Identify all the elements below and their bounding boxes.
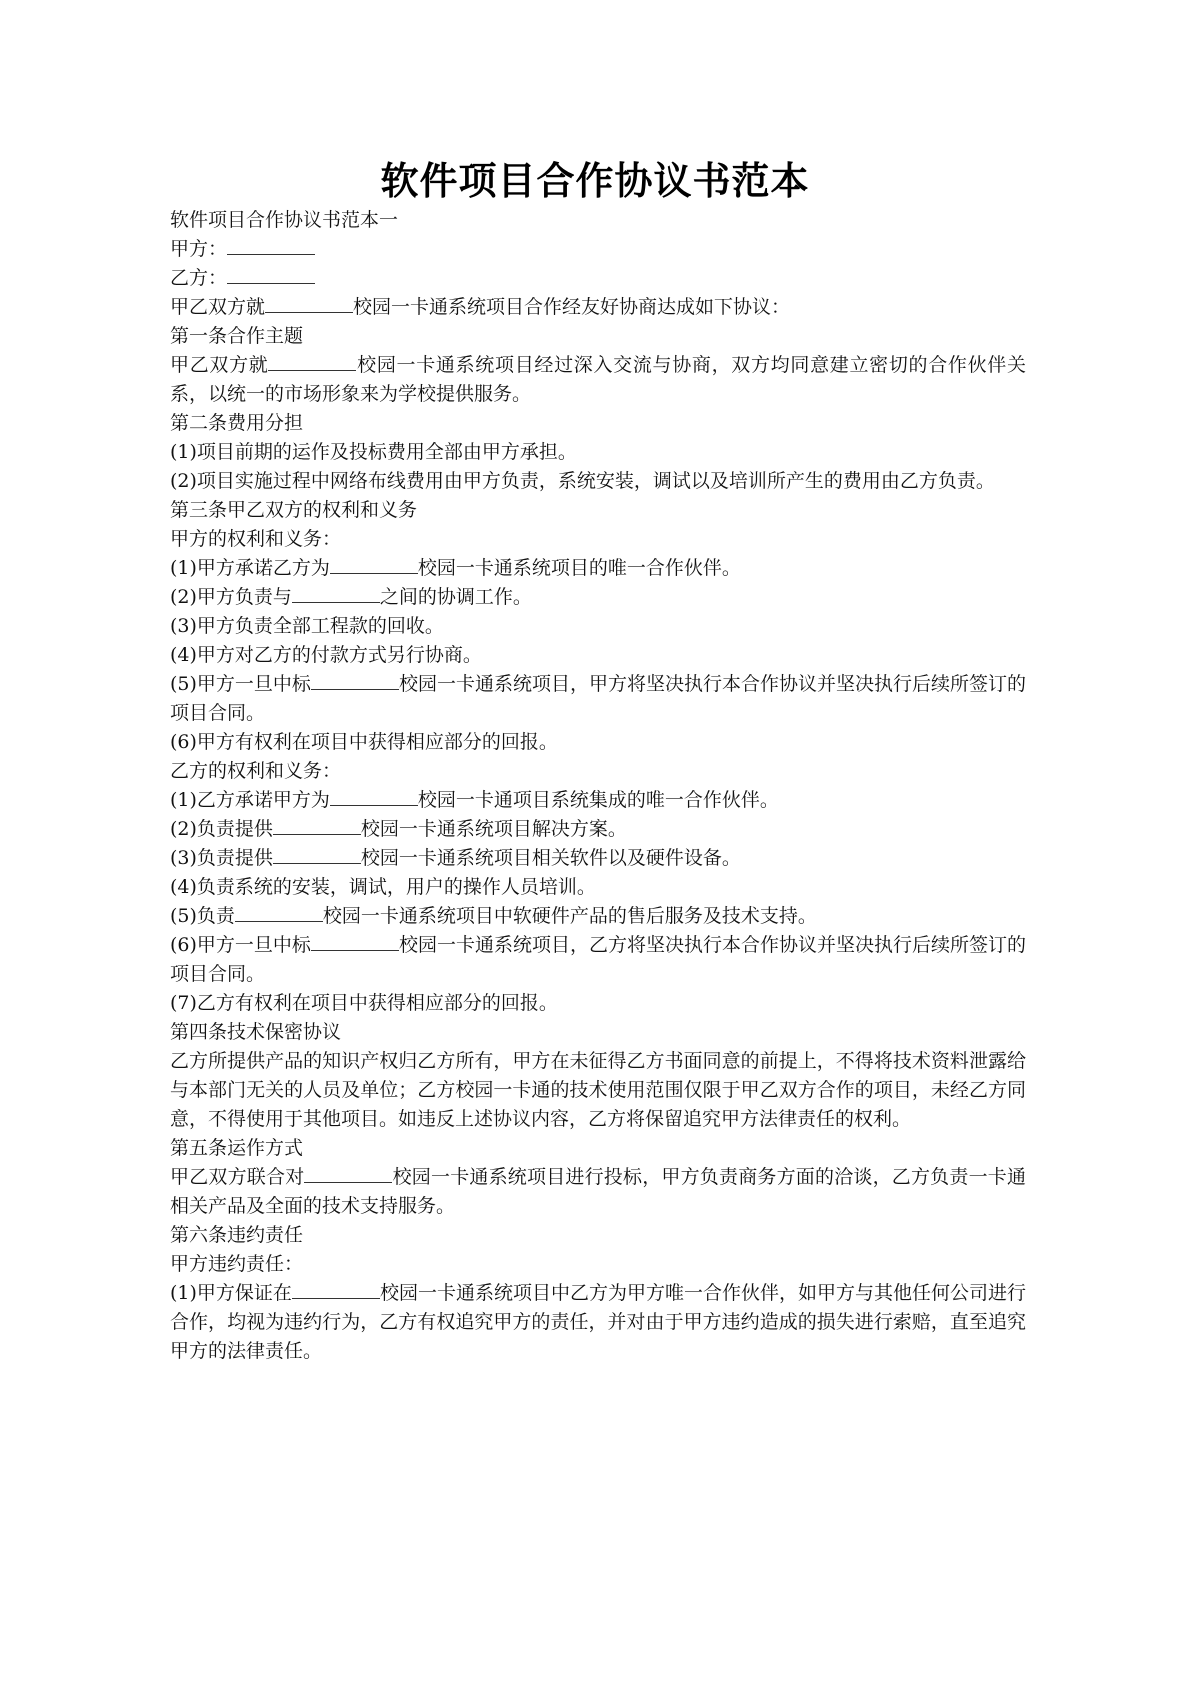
article-heading: 第二条费用分担 — [170, 412, 304, 434]
sub-heading: 乙方的权利和义务： — [170, 760, 342, 782]
intro-post: 校园一卡通系统项目合作经友好协商达成如下协议： — [353, 296, 791, 318]
article-heading: 第三条甲乙双方的权利和义务 — [170, 499, 418, 521]
text: 校园一卡通系统项目解决方案。 — [360, 818, 627, 840]
article-heading: 第四条技术保密协议 — [170, 1021, 342, 1043]
article-heading: 第一条合作主题 — [170, 325, 304, 347]
blank — [268, 352, 356, 371]
list-item — [170, 931, 1026, 989]
list-item — [170, 786, 1026, 815]
list-item: (4)甲方对乙方的付款方式另行协商。 — [170, 644, 482, 666]
list-item: (3)甲方负责全部工程款的回收。 — [170, 615, 444, 637]
blank — [304, 1164, 392, 1183]
subtitle: 软件项目合作协议书范本一 — [170, 209, 399, 231]
party-b-label: 乙方： — [170, 267, 228, 289]
article-1-body — [170, 351, 1026, 409]
text: 校园一卡通项目系统集成的唯一合作伙伴。 — [417, 789, 779, 811]
intro-line — [170, 293, 1026, 322]
blank — [292, 1280, 380, 1299]
list-item — [170, 815, 1026, 844]
party-b-blank — [227, 265, 315, 284]
intro-pre: 甲乙双方就 — [170, 296, 266, 318]
text: (1)甲方保证在 — [170, 1282, 292, 1304]
blank — [330, 555, 418, 574]
text: (1)乙方承诺甲方为 — [170, 789, 330, 811]
sub-heading: 甲方违约责任： — [170, 1253, 304, 1275]
text: (6)甲方一旦中标 — [170, 934, 311, 956]
text: 校园一卡通系统项目，乙方将坚决执行本合作协议并坚决执行后续所签订的项目合同。 — [170, 934, 1026, 985]
party-a-label: 甲方： — [170, 238, 228, 260]
document-body — [170, 206, 1026, 1366]
list-item: (2)项目实施过程中网络布线费用由甲方负责，系统安装，调试以及培训所产生的费用由乙方负责。 — [170, 470, 995, 492]
text: 校园一卡通系统项目中软硬件产品的售后服务及技术支持。 — [322, 905, 817, 927]
text: 校园一卡通系统项目经过深入交流与协商，双方均同意建立密切的合作伙伴关系，以统一的市场形象来为学校提供服务。 — [170, 354, 1026, 405]
text: 之间的协调工作。 — [379, 586, 532, 608]
blank — [292, 584, 380, 603]
list-item: (6)甲方有权利在项目中获得相应部分的回报。 — [170, 731, 558, 753]
blank — [311, 932, 399, 951]
text: 校园一卡通系统项目的唯一合作伙伴。 — [417, 557, 741, 579]
text: 甲乙双方联合对 — [170, 1166, 305, 1188]
article-5-body — [170, 1163, 1026, 1221]
text: 校园一卡通系统项目相关软件以及硬件设备。 — [360, 847, 741, 869]
list-item — [170, 1279, 1026, 1366]
text: 校园一卡通系统项目，甲方将坚决执行本合作协议并坚决执行后续所签订的项目合同。 — [170, 673, 1026, 724]
party-b-line — [170, 264, 1026, 293]
article-4-body: 乙方所提供产品的知识产权归乙方所有，甲方在未征得乙方书面同意的前提上，不得将技术资料泄露给与本部门无关的人员及单位；乙方校园一卡通的技术使用范围仅限于甲乙双方合作的项目，未经乙方同意，不得使用于其他项目。如违反上述协议内容，乙方将保留追究甲方法律责任的权利。 — [170, 1050, 1026, 1130]
text: (3)负责提供 — [170, 847, 273, 869]
blank — [273, 845, 361, 864]
blank — [265, 294, 353, 313]
blank — [235, 903, 323, 922]
article-heading: 第六条违约责任 — [170, 1224, 304, 1246]
text: 校园一卡通系统项目进行投标，甲方负责商务方面的洽谈，乙方负责一卡通相关产品及全面的技术支持服务。 — [170, 1166, 1026, 1217]
list-item — [170, 554, 1026, 583]
article-heading: 第五条运作方式 — [170, 1137, 304, 1159]
blank — [273, 816, 361, 835]
list-item — [170, 902, 1026, 931]
text: (5)负责 — [170, 905, 235, 927]
list-item: (4)负责系统的安装，调试，用户的操作人员培训。 — [170, 876, 596, 898]
text: (2)甲方负责与 — [170, 586, 292, 608]
document-title: 软件项目合作协议书范本 — [380, 159, 810, 203]
text: (5)甲方一旦中标 — [170, 673, 311, 695]
list-item — [170, 583, 1026, 612]
list-item — [170, 844, 1026, 873]
list-item: (7)乙方有权利在项目中获得相应部分的回报。 — [170, 992, 558, 1014]
list-item: (1)项目前期的运作及投标费用全部由甲方承担。 — [170, 441, 577, 463]
text: (1)甲方承诺乙方为 — [170, 557, 330, 579]
text: (2)负责提供 — [170, 818, 273, 840]
text: 甲乙双方就 — [170, 354, 269, 376]
text: 校园一卡通系统项目中乙方为甲方唯一合作伙伴，如甲方与其他任何公司进行合作，均视为违约行为，乙方有权追究甲方的责任，并对由于甲方违约造成的损失进行索赔，直至追究甲方的法律责任。 — [170, 1282, 1026, 1362]
party-a-blank — [227, 236, 315, 255]
sub-heading: 甲方的权利和义务： — [170, 528, 342, 550]
list-item — [170, 670, 1026, 728]
party-a-line — [170, 235, 1026, 264]
blank — [330, 787, 418, 806]
blank — [311, 671, 399, 690]
